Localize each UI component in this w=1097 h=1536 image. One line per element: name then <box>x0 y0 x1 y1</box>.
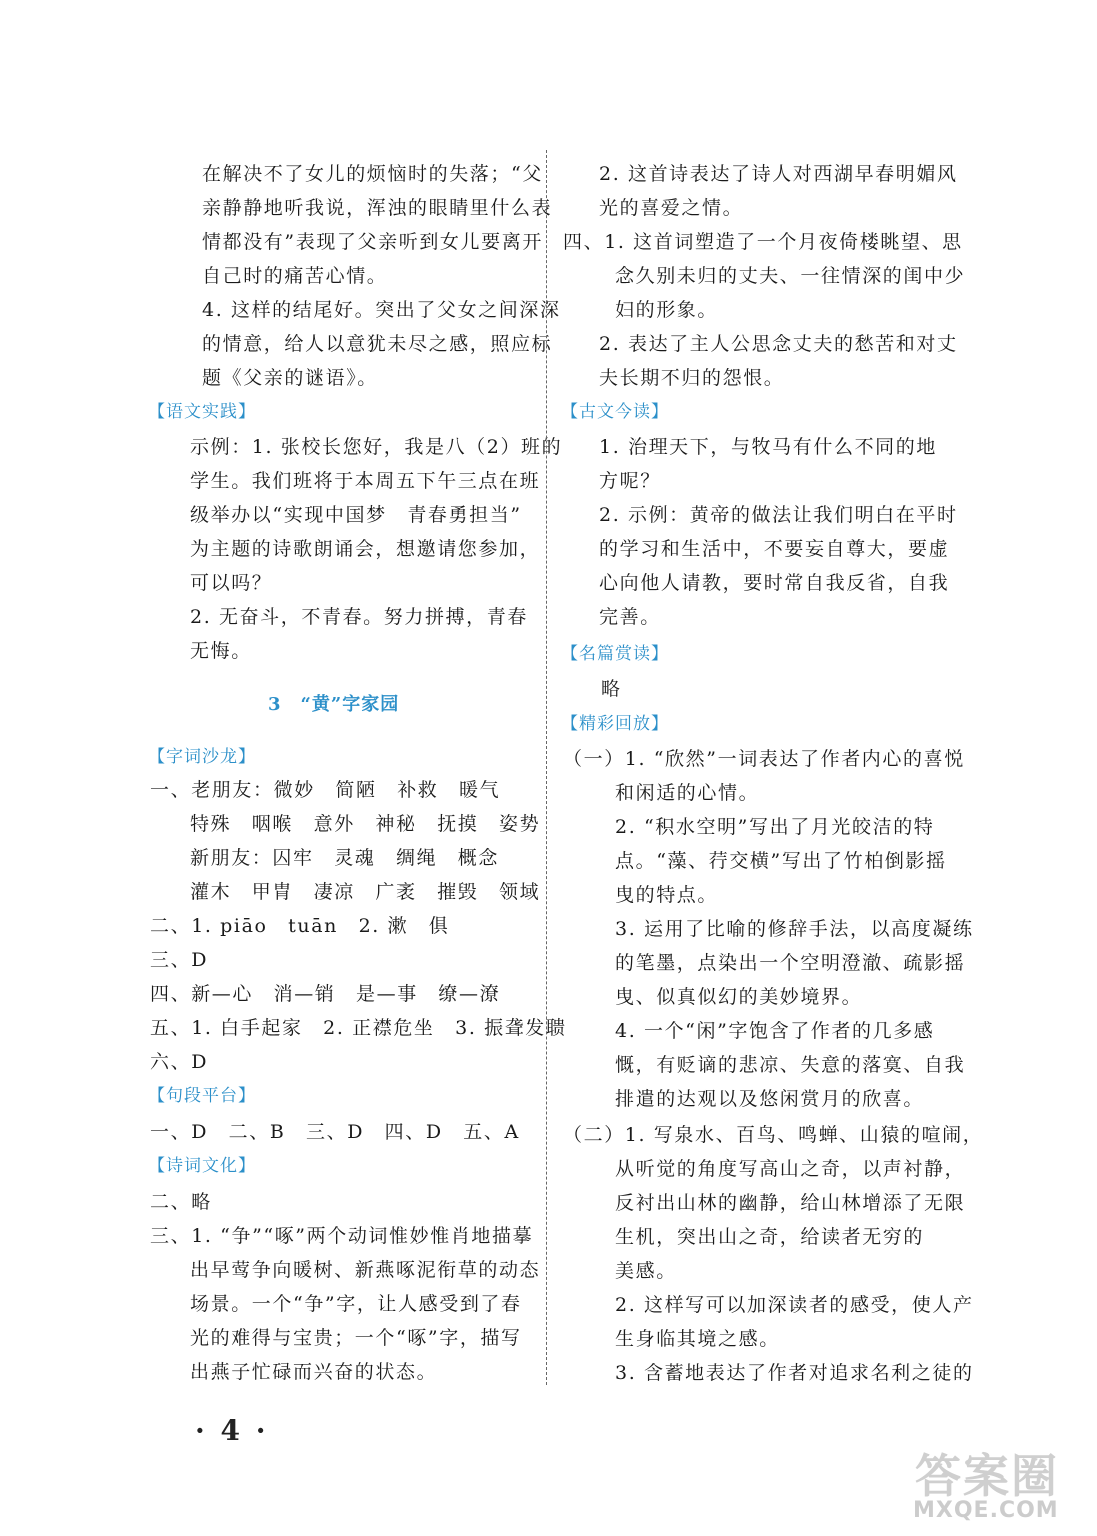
text-line: 五、1. 白手起家 2. 正襟危坐 3. 振聋发聩 <box>150 1017 567 1039</box>
text-line: 三、1. “争”“啄”两个动词惟妙惟肖地描摹 <box>150 1225 534 1247</box>
text-line: 2. 无奋斗，不青春。努力拼搏，青春 <box>190 606 528 628</box>
watermark-logo <box>905 1440 1085 1530</box>
text-line: 三、D <box>150 949 209 971</box>
text-line: 光的喜爱之情。 <box>599 197 744 219</box>
text-line: 光的难得与宝贵；一个“啄”字，描写 <box>190 1327 522 1349</box>
text-line: 方呢？ <box>599 470 661 492</box>
text-line: 自己时的痛苦心情。 <box>202 265 388 287</box>
text-line: 四、新—心 消—销 是—事 缭—潦 <box>150 983 501 1005</box>
text-line: 完善。 <box>599 606 661 628</box>
text-line: 题《父亲的谜语》。 <box>202 367 378 389</box>
text-line: 生身临其境之感。 <box>615 1328 780 1350</box>
section-tag-juduan: 【句段平台】 <box>148 1086 256 1106</box>
text-line: 妇的形象。 <box>615 299 719 321</box>
text-line: 灌木 甲胄 凄凉 广袤 摧毁 领域 <box>190 881 541 903</box>
text-line: 和闲适的心情。 <box>615 782 760 804</box>
text-line: 新朋友：囚牢 灵魂 绸绳 概念 <box>190 847 500 869</box>
text-line: 略 <box>601 678 622 700</box>
text-line: 学生。我们班将于本周五下午三点在班 <box>190 470 541 492</box>
section-tag-zici: 【字词沙龙】 <box>148 747 256 767</box>
text-line: 2. 表达了主人公思念丈夫的愁苦和对丈 <box>599 333 958 355</box>
text-line: 场景。一个“争”字，让人感受到了春 <box>190 1293 522 1315</box>
text-line: 六、D <box>150 1051 209 1073</box>
section-tag-yuwen: 【语文实践】 <box>148 402 256 422</box>
section-tag-mingpian: 【名篇赏读】 <box>561 644 669 664</box>
text-line: 情都没有”表现了父亲听到女儿要离开 <box>202 231 543 253</box>
text-line: 级举办以“实现中国梦 青春勇担当” <box>190 504 522 526</box>
text-line: 一、老朋友：微妙 简陋 补救 暖气 <box>150 779 501 801</box>
text-line: 3. 运用了比喻的修辞手法，以高度凝练 <box>615 918 974 940</box>
text-line: 二、略 <box>150 1191 212 1213</box>
text-line: （二）1. 写泉水、百鸟、鸣蝉、山猿的喧闹， <box>563 1124 984 1146</box>
text-line: 2. 这首诗表达了诗人对西湖早春明媚风 <box>599 163 958 185</box>
text-line: 示例：1. 张校长您好，我是八（2）班的 <box>190 436 563 458</box>
text-line: 为主题的诗歌朗诵会，想邀请您参加， <box>190 538 541 560</box>
text-line: 念久别未归的丈夫、一往情深的闺中少 <box>615 265 966 287</box>
text-line: 点。“藻、荇交横”写出了竹柏倒影摇 <box>615 850 947 872</box>
text-line: 亲静静地听我说，浑浊的眼睛里什么表 <box>202 197 553 219</box>
text-line: 美感。 <box>615 1260 677 1282</box>
text-line: 二、1. piāo tuān 2. 漱 俱 <box>150 915 450 937</box>
text-line: 排遣的达观以及悠闲赏月的欣喜。 <box>615 1088 925 1110</box>
text-line: 曳的特点。 <box>615 884 719 906</box>
text-line: 心向他人请教，要时常自我反省，自我 <box>599 572 950 594</box>
text-line: 夫长期不归的怨恨。 <box>599 367 785 389</box>
text-line: 2. 示例：黄帝的做法让我们明白在平时 <box>599 504 958 526</box>
text-line: 特殊 咽喉 意外 神秘 抚摸 姿势 <box>190 813 541 835</box>
section-tag-guwen: 【古文今读】 <box>561 402 669 422</box>
text-line: （一）1. “欣然”一词表达了作者内心的喜悦 <box>563 748 965 770</box>
text-line: 3. 含蓄地表达了作者对追求名利之徒的 <box>615 1362 974 1384</box>
text-line: 从听觉的角度写高山之奇，以声衬静， <box>615 1158 966 1180</box>
text-line: 生机，突出山之奇，给读者无穷的 <box>615 1226 925 1248</box>
page-number: · 4 · <box>195 1414 269 1447</box>
text-line: 四、1. 这首词塑造了一个月夜倚楼眺望、思 <box>563 231 963 253</box>
text-line: 的笔墨，点染出一个空明澄澈、疏影摇 <box>615 952 966 974</box>
text-line: 的学习和生活中，不要妄自尊大，要虚 <box>599 538 950 560</box>
text-line: 出早莺争向暖树、新燕啄泥衔草的动态 <box>190 1259 541 1281</box>
text-line: 慨，有贬谪的悲凉、失意的落寞、自我 <box>615 1054 966 1076</box>
text-line: 一、D 二、B 三、D 四、D 五、A <box>150 1121 520 1143</box>
watermark-url: MXQE.COM <box>913 1498 1059 1523</box>
text-line: 的情意，给人以意犹未尽之感，照应标 <box>202 333 553 355</box>
text-line: 2. “积水空明”写出了月光皎洁的特 <box>615 816 935 838</box>
text-line: 曳、似真似幻的美妙境界。 <box>615 986 863 1008</box>
text-line: 4. 这样的结尾好。突出了父女之间深深 <box>202 299 561 321</box>
text-line: 2. 这样写可以加深读者的感受，使人产 <box>615 1294 974 1316</box>
watermark-text: 答案圈 <box>915 1449 1059 1503</box>
text-line: 可以吗？ <box>190 572 273 594</box>
lesson-title: 3 “黄”字家园 <box>268 694 400 715</box>
section-tag-jingcai: 【精彩回放】 <box>561 714 669 734</box>
section-tag-shici: 【诗词文化】 <box>148 1156 256 1176</box>
text-line: 反衬出山林的幽静，给山林增添了无限 <box>615 1192 966 1214</box>
text-line: 1. 治理天下，与牧马有什么不同的地 <box>599 436 937 458</box>
text-line: 无悔。 <box>190 640 252 662</box>
column-divider <box>546 150 547 1385</box>
text-line: 在解决不了女儿的烦恼时的失落；“父 <box>202 163 543 185</box>
text-line: 4. 一个“闲”字饱含了作者的几多感 <box>615 1020 935 1042</box>
text-line: 出燕子忙碌而兴奋的状态。 <box>190 1361 438 1383</box>
